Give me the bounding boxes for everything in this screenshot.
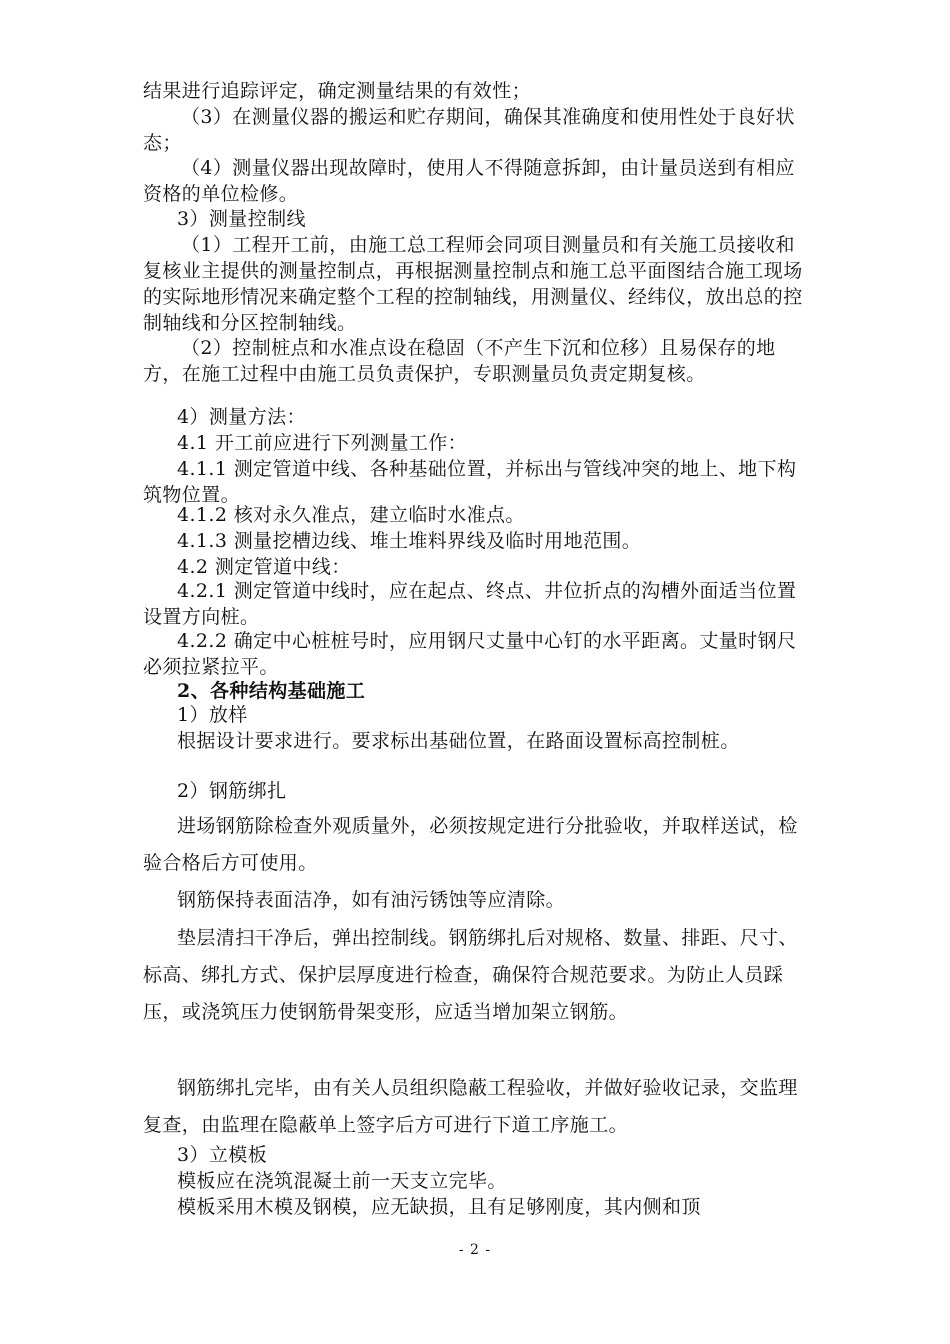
paragraph-11: 4.1.3 测量挖槽边线、堆土堆料界线及临时用地范围。 (177, 530, 642, 552)
section-heading-measurement-control-line: 3）测量控制线 (177, 208, 306, 230)
paragraph-14: 4.2.2 确定中心桩桩号时，应用钢尺丈量中心钉的水平距离。丈量时钢尺必须拉紧拉平。 (143, 630, 797, 678)
paragraph-2: （3）在测量仪器的搬运和贮存期间，确保其准确度和使用性处于良好状态； (143, 106, 795, 154)
section-heading-measurement-method: 4）测量方法： (177, 406, 306, 428)
paragraph-24: 模板应在浇筑混凝土前一天支立完毕。 (177, 1170, 507, 1192)
paragraph-10: 4.1.2 核对永久准点，建立临时水准点。 (177, 504, 525, 526)
section-heading-rebar: 2）钢筋绑扎 (177, 780, 287, 802)
paragraph-3: （4）测量仪器出现故障时，使用人不得随意拆卸，由计量员送到有相应资格的单位检修。 (143, 157, 795, 205)
paragraph-21: 垫层清扫干净后，弹出控制线。钢筋绑扎后对规格、数量、排距、尺寸、标高、绑扎方式、保护层厚度进行检查，确保符合规范要求。为防止人员踩压，或浇筑压力使钢筋骨架变形，应适当增加架立钢筋。 (143, 927, 798, 1023)
paragraph-19: 进场钢筋除检查外观质量外，必须按规定进行分批验收，并取样送试，检验合格后方可使用。 (143, 815, 798, 874)
paragraph-9: 4.1.1 测定管道中线、各种基础位置，并标出与管线冲突的地上、地下构筑物位置。 (143, 458, 797, 506)
paragraph-20: 钢筋保持表面洁净，如有油污锈蚀等应清除。 (177, 889, 566, 911)
section-title-structure-foundation: 2、各种结构基础施工 (177, 680, 366, 702)
page-number: - 2 - (458, 1242, 492, 1258)
paragraph-22: 钢筋绑扎完毕，由有关人员组织隐蔽工程验收，并做好验收记录，交监理复查，由监理在隐蔽单上签字后方可进行下道工序施工。 (143, 1077, 798, 1136)
section-heading-formwork: 3）立模板 (177, 1144, 268, 1166)
paragraph-13: 4.2.1 测定管道中线时，应在起点、终点、井位折点的沟槽外面适当位置设置方向桩。 (143, 580, 797, 628)
paragraph-25: 模板采用木模及钢模，应无缺损，且有足够刚度，其内侧和顶 (177, 1196, 701, 1218)
paragraph-12: 4.2 测定管道中线： (177, 556, 351, 578)
paragraph-17: 根据设计要求进行。要求标出基础位置，在路面设置标高控制桩。 (177, 730, 740, 752)
paragraph-1: 结果进行追踪评定，确定测量结果的有效性； (143, 80, 532, 102)
paragraph-5: （1）工程开工前，由施工总工程师会同项目测量员和有关施工员接收和复核业主提供的测量控制点，再根据测量控制点和施工总平面图结合施工现场的实际地形情况来确定整个工程的控制轴线，用测量仪、经纬仪，放出总的控制轴线和分区控制轴线。 (143, 234, 803, 334)
section-heading-layout: 1）放样 (177, 704, 248, 726)
paragraph-6: （2）控制桩点和水准点设在稳固（不产生下沉和位移）且易保存的地方，在施工过程中由施工员负责保护，专职测量员负责定期复核。 (143, 337, 776, 385)
paragraph-8: 4.1 开工前应进行下列测量工作： (177, 432, 468, 454)
